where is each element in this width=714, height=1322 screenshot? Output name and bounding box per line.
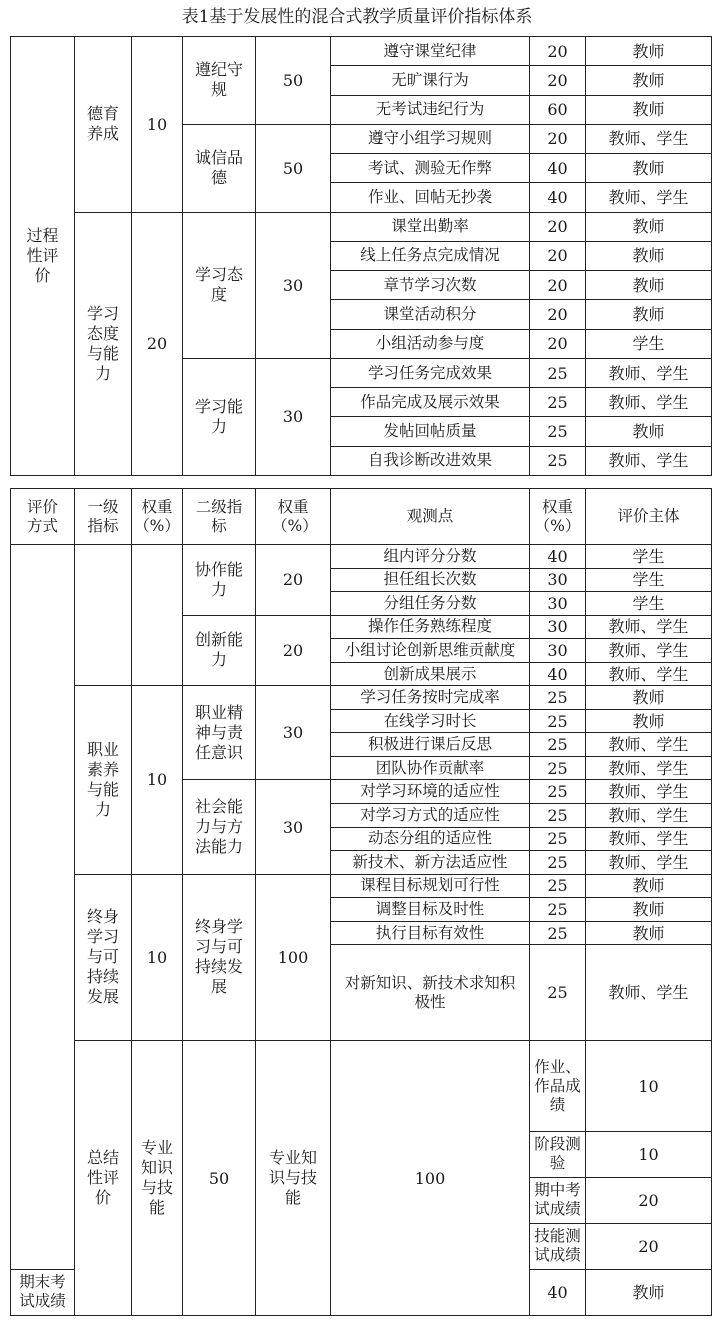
header-observation: 观测点 bbox=[331, 489, 530, 545]
obs-weight: 20 bbox=[530, 271, 586, 300]
header-subject: 评价主体 bbox=[586, 489, 712, 545]
obs-weight: 30 bbox=[530, 639, 586, 663]
obs-point: 期中考试成绩 bbox=[530, 1177, 586, 1223]
obs-point: 调整目标及时性 bbox=[331, 898, 530, 922]
obs-subject: 教师、学生 bbox=[586, 639, 712, 663]
obs-weight: 25 bbox=[530, 780, 586, 804]
obs-subject: 教师、学生 bbox=[586, 827, 712, 851]
obs-subject: 教师 bbox=[586, 1269, 712, 1315]
obs-point: 作业、作品成绩 bbox=[530, 1041, 586, 1132]
obs-weight: 10 bbox=[586, 1132, 712, 1178]
obs-point: 执行目标有效性 bbox=[331, 921, 530, 945]
obs-subject: 教师 bbox=[586, 417, 712, 446]
obs-subject: 教师、学生 bbox=[586, 124, 712, 153]
obs-weight: 25 bbox=[530, 733, 586, 757]
obs-weight: 40 bbox=[530, 154, 586, 183]
obs-point: 发帖回帖质量 bbox=[331, 417, 530, 446]
obs-weight: 25 bbox=[530, 686, 586, 710]
header-level2: 二级指标 bbox=[183, 489, 256, 545]
obs-weight: 20 bbox=[586, 1223, 712, 1269]
obs-weight: 25 bbox=[530, 756, 586, 780]
obs-point: 学习任务完成效果 bbox=[331, 358, 530, 387]
obs-subject: 教师、学生 bbox=[586, 945, 712, 1041]
header-weight3: 权重（%） bbox=[530, 489, 586, 545]
obs-subject: 学生 bbox=[586, 329, 712, 358]
obs-point: 组内评分分数 bbox=[331, 545, 530, 569]
table-caption: 表1基于发展性的混合式教学质量评价指标体系 bbox=[181, 7, 533, 27]
level1-specialty-weight: 50 bbox=[183, 1041, 256, 1316]
obs-point: 线上任务点完成情况 bbox=[331, 241, 530, 270]
evaluation-table-top bbox=[10, 36, 712, 476]
obs-subject: 教师、学生 bbox=[586, 615, 712, 639]
obs-point: 学习任务按时完成率 bbox=[331, 686, 530, 710]
obs-point: 担任组长次数 bbox=[331, 568, 530, 592]
level1-professional: 职业素养与能力 bbox=[75, 686, 132, 874]
obs-weight: 25 bbox=[530, 921, 586, 945]
obs-subject: 学生 bbox=[586, 545, 712, 569]
obs-point: 分组任务分数 bbox=[331, 592, 530, 616]
level2-innovation: 创新能力 bbox=[183, 615, 256, 686]
level2-learning-ability-weight: 30 bbox=[256, 358, 331, 475]
obs-subject: 教师 bbox=[586, 686, 712, 710]
obs-point: 团队协作贡献率 bbox=[331, 756, 530, 780]
obs-point: 小组讨论创新思维贡献度 bbox=[331, 639, 530, 663]
level2-cooperation-weight: 20 bbox=[256, 545, 331, 616]
obs-subject: 教师 bbox=[586, 95, 712, 124]
obs-subject: 学生 bbox=[586, 592, 712, 616]
obs-point: 动态分组的适应性 bbox=[331, 827, 530, 851]
obs-weight: 40 bbox=[530, 1269, 586, 1315]
obs-weight: 40 bbox=[530, 183, 586, 212]
obs-point: 操作任务熟练程度 bbox=[331, 615, 530, 639]
obs-point: 小组活动参与度 bbox=[331, 329, 530, 358]
obs-subject: 教师 bbox=[586, 300, 712, 329]
obs-point: 无考试违纪行为 bbox=[331, 95, 530, 124]
level2-discipline: 遵纪守规 bbox=[183, 37, 256, 125]
obs-point: 作品完成及展示效果 bbox=[331, 388, 530, 417]
obs-point: 在线学习时长 bbox=[331, 709, 530, 733]
table-part-1 bbox=[10, 36, 711, 476]
level2-professional-spirit: 职业精神与责任意识 bbox=[183, 686, 256, 780]
process-eval-continued bbox=[11, 545, 75, 1270]
obs-subject: 学生 bbox=[586, 568, 712, 592]
obs-subject: 教师 bbox=[586, 154, 712, 183]
obs-weight: 40 bbox=[530, 545, 586, 569]
obs-subject: 教师 bbox=[586, 921, 712, 945]
obs-weight: 20 bbox=[530, 329, 586, 358]
level2-learning-ability: 学习能力 bbox=[183, 358, 256, 475]
obs-weight: 25 bbox=[530, 709, 586, 733]
obs-weight: 20 bbox=[586, 1177, 712, 1223]
table-header-row bbox=[11, 489, 712, 545]
table-part-2 bbox=[10, 488, 711, 1316]
obs-weight: 20 bbox=[530, 124, 586, 153]
level2-innovation-weight: 20 bbox=[256, 615, 331, 686]
obs-subject: 教师、学生 bbox=[586, 446, 712, 475]
obs-weight: 20 bbox=[530, 37, 586, 66]
level1-lifelong-weight: 10 bbox=[132, 874, 183, 1041]
obs-point: 新技术、新方法适应性 bbox=[331, 851, 530, 875]
obs-weight: 20 bbox=[530, 241, 586, 270]
level2-lifelong: 终身学习与可持续发展 bbox=[183, 874, 256, 1041]
level1-attitude: 学习态度与能力 bbox=[75, 212, 132, 475]
obs-weight: 40 bbox=[530, 662, 586, 686]
obs-weight: 25 bbox=[530, 874, 586, 898]
level1-professional-weight: 10 bbox=[132, 686, 183, 874]
obs-point: 无旷课行为 bbox=[331, 66, 530, 95]
obs-point: 课程目标规划可行性 bbox=[331, 874, 530, 898]
level1-blank-weight bbox=[132, 545, 183, 686]
obs-weight: 20 bbox=[530, 66, 586, 95]
level2-cooperation: 协作能力 bbox=[183, 545, 256, 616]
obs-point: 技能测试成绩 bbox=[530, 1223, 586, 1269]
level2-discipline-weight: 50 bbox=[256, 37, 331, 125]
obs-weight: 25 bbox=[530, 804, 586, 828]
header-weight1: 权重（%） bbox=[132, 489, 183, 545]
level1-blank bbox=[75, 545, 132, 686]
level1-specialty: 专业知识与技能 bbox=[132, 1041, 183, 1316]
obs-subject: 教师 bbox=[586, 66, 712, 95]
level2-learning-attitude: 学习态度 bbox=[183, 212, 256, 358]
obs-subject: 教师 bbox=[586, 874, 712, 898]
obs-subject: 教师、学生 bbox=[586, 851, 712, 875]
obs-point: 作业、回帖无抄袭 bbox=[331, 183, 530, 212]
obs-point: 期末考试成绩 bbox=[11, 1269, 75, 1315]
obs-subject: 教师 bbox=[586, 709, 712, 733]
level2-lifelong-weight: 100 bbox=[256, 874, 331, 1041]
level2-learning-attitude-weight: 30 bbox=[256, 212, 331, 358]
obs-weight: 20 bbox=[530, 212, 586, 241]
level1-moral-weight: 10 bbox=[132, 37, 183, 213]
obs-subject: 教师、学生 bbox=[586, 358, 712, 387]
obs-point: 积极进行课后反思 bbox=[331, 733, 530, 757]
level2-social-method: 社会能力与方法能力 bbox=[183, 780, 256, 874]
obs-weight: 25 bbox=[530, 827, 586, 851]
level1-attitude-weight: 20 bbox=[132, 212, 183, 475]
obs-subject: 教师、学生 bbox=[586, 804, 712, 828]
obs-weight: 25 bbox=[530, 446, 586, 475]
header-level1: 一级指标 bbox=[75, 489, 132, 545]
obs-subject: 教师 bbox=[586, 37, 712, 66]
obs-point: 课堂出勤率 bbox=[331, 212, 530, 241]
obs-weight: 30 bbox=[530, 592, 586, 616]
header-weight2: 权重（%） bbox=[256, 489, 331, 545]
obs-weight: 25 bbox=[530, 851, 586, 875]
obs-weight: 10 bbox=[586, 1041, 712, 1132]
obs-point: 考试、测验无作弊 bbox=[331, 154, 530, 183]
obs-point: 阶段测验 bbox=[530, 1132, 586, 1178]
obs-point: 对新知识、新技术求知积极性 bbox=[331, 945, 530, 1041]
level2-specialty: 专业知识与技能 bbox=[256, 1041, 331, 1316]
level2-specialty-weight: 100 bbox=[331, 1041, 530, 1316]
obs-weight: 25 bbox=[530, 417, 586, 446]
evaluation-table-bottom bbox=[10, 488, 712, 1316]
level2-professional-spirit-weight: 30 bbox=[256, 686, 331, 780]
obs-point: 创新成果展示 bbox=[331, 662, 530, 686]
obs-weight: 25 bbox=[530, 945, 586, 1041]
obs-subject: 教师、学生 bbox=[586, 733, 712, 757]
level1-lifelong: 终身学习与可持续发展 bbox=[75, 874, 132, 1041]
obs-subject: 教师 bbox=[586, 212, 712, 241]
obs-weight: 20 bbox=[530, 300, 586, 329]
obs-weight: 25 bbox=[530, 388, 586, 417]
obs-subject: 教师、学生 bbox=[586, 756, 712, 780]
obs-subject: 教师、学生 bbox=[586, 780, 712, 804]
obs-point: 自我诊断改进效果 bbox=[331, 446, 530, 475]
obs-subject: 教师 bbox=[586, 241, 712, 270]
obs-weight: 30 bbox=[530, 615, 586, 639]
obs-point: 章节学习次数 bbox=[331, 271, 530, 300]
obs-point: 对学习方式的适应性 bbox=[331, 804, 530, 828]
process-eval-label: 过程性评价 bbox=[11, 37, 75, 476]
obs-subject: 教师、学生 bbox=[586, 662, 712, 686]
obs-subject: 教师、学生 bbox=[586, 183, 712, 212]
obs-point: 课堂活动积分 bbox=[331, 300, 530, 329]
level2-integrity: 诚信品德 bbox=[183, 124, 256, 212]
summary-eval-label: 总结性评价 bbox=[75, 1041, 132, 1316]
level2-social-method-weight: 30 bbox=[256, 780, 331, 874]
header-method: 评价方式 bbox=[11, 489, 75, 545]
obs-weight: 25 bbox=[530, 358, 586, 387]
obs-point: 对学习环境的适应性 bbox=[331, 780, 530, 804]
obs-point: 遵守小组学习规则 bbox=[331, 124, 530, 153]
obs-weight: 30 bbox=[530, 568, 586, 592]
obs-point: 遵守课堂纪律 bbox=[331, 37, 530, 66]
obs-subject: 教师 bbox=[586, 271, 712, 300]
level2-integrity-weight: 50 bbox=[256, 124, 331, 212]
obs-subject: 教师、学生 bbox=[586, 388, 712, 417]
obs-weight: 60 bbox=[530, 95, 586, 124]
obs-subject: 教师 bbox=[586, 898, 712, 922]
level1-moral: 德育养成 bbox=[75, 37, 132, 213]
obs-weight: 25 bbox=[530, 898, 586, 922]
